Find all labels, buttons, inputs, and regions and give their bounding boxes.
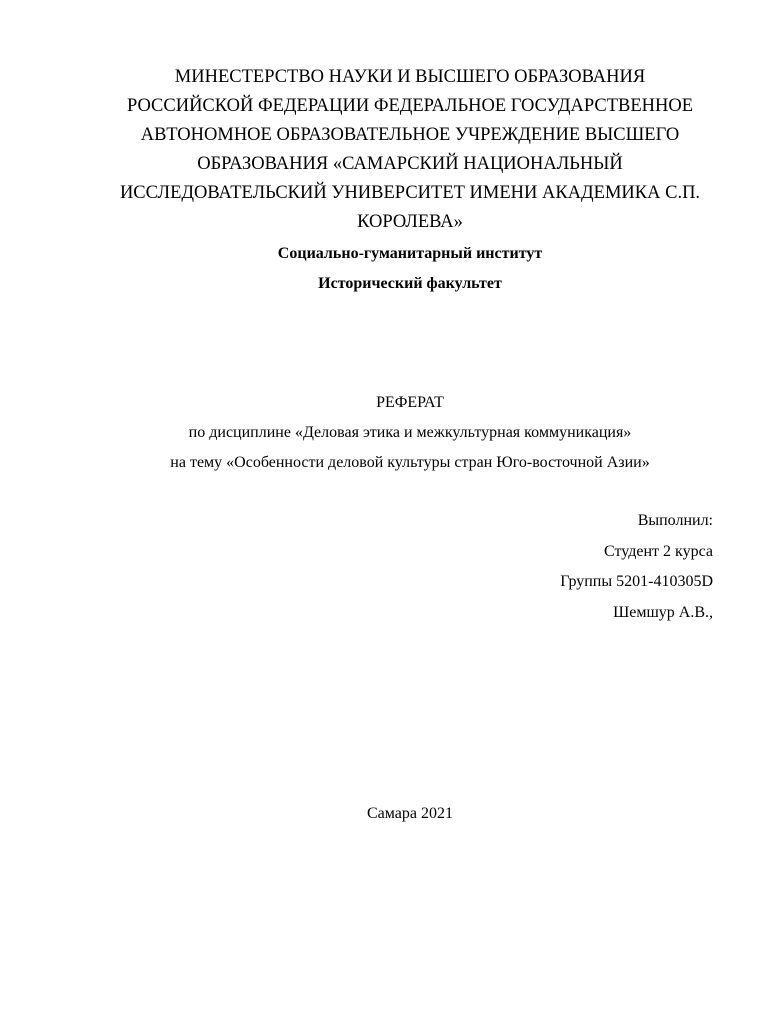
city-year: Самара 2021 bbox=[367, 805, 453, 822]
ministry-header-line: МИНЕСТЕРСТВО НАУКИ И ВЫСШЕГО ОБРАЗОВАНИЯ bbox=[174, 67, 646, 87]
ministry-header-line: КОРОЛЕВА» bbox=[357, 212, 463, 232]
author-label: Выполнил: bbox=[637, 512, 713, 529]
document-type: РЕФЕРАТ bbox=[376, 394, 444, 411]
ministry-header bbox=[108, 63, 712, 237]
institute-name: Социально-гуманитарный институт bbox=[277, 245, 543, 262]
ministry-header-line: АВТОНОМНОЕ ОБРАЗОВАТЕЛЬНОЕ УЧРЕЖДЕНИЕ ВЫСШЕГО bbox=[140, 125, 680, 145]
ministry-header-line: ОБРАЗОВАНИЯ «САМАРСКИЙ НАЦИОНАЛЬНЫЙ bbox=[197, 154, 623, 174]
ministry-header-line: ИССЛЕДОВАТЕЛЬСКИЙ УНИВЕРСИТЕТ ИМЕНИ АКАДЕМИКА С.П. bbox=[119, 183, 701, 203]
author-group: Группы 5201-410305D bbox=[560, 573, 713, 590]
topic-line: на тему «Особенности деловой культуры стран Юго-восточной Азии» bbox=[170, 454, 650, 471]
author-course: Студент 2 курса bbox=[604, 542, 713, 560]
ministry-header-line: РОССИЙСКОЙ ФЕДЕРАЦИИ ФЕДЕРАЛЬНОЕ ГОСУДАРСТВЕННОЕ bbox=[126, 96, 694, 116]
title-block bbox=[60, 388, 760, 478]
author-name: Шемшур А.В., bbox=[613, 603, 713, 621]
author-block bbox=[560, 506, 713, 628]
faculty-name: Исторический факультет bbox=[318, 275, 502, 292]
discipline-line: по дисциплине «Деловая этика и межкультурная коммуникация» bbox=[188, 424, 632, 441]
